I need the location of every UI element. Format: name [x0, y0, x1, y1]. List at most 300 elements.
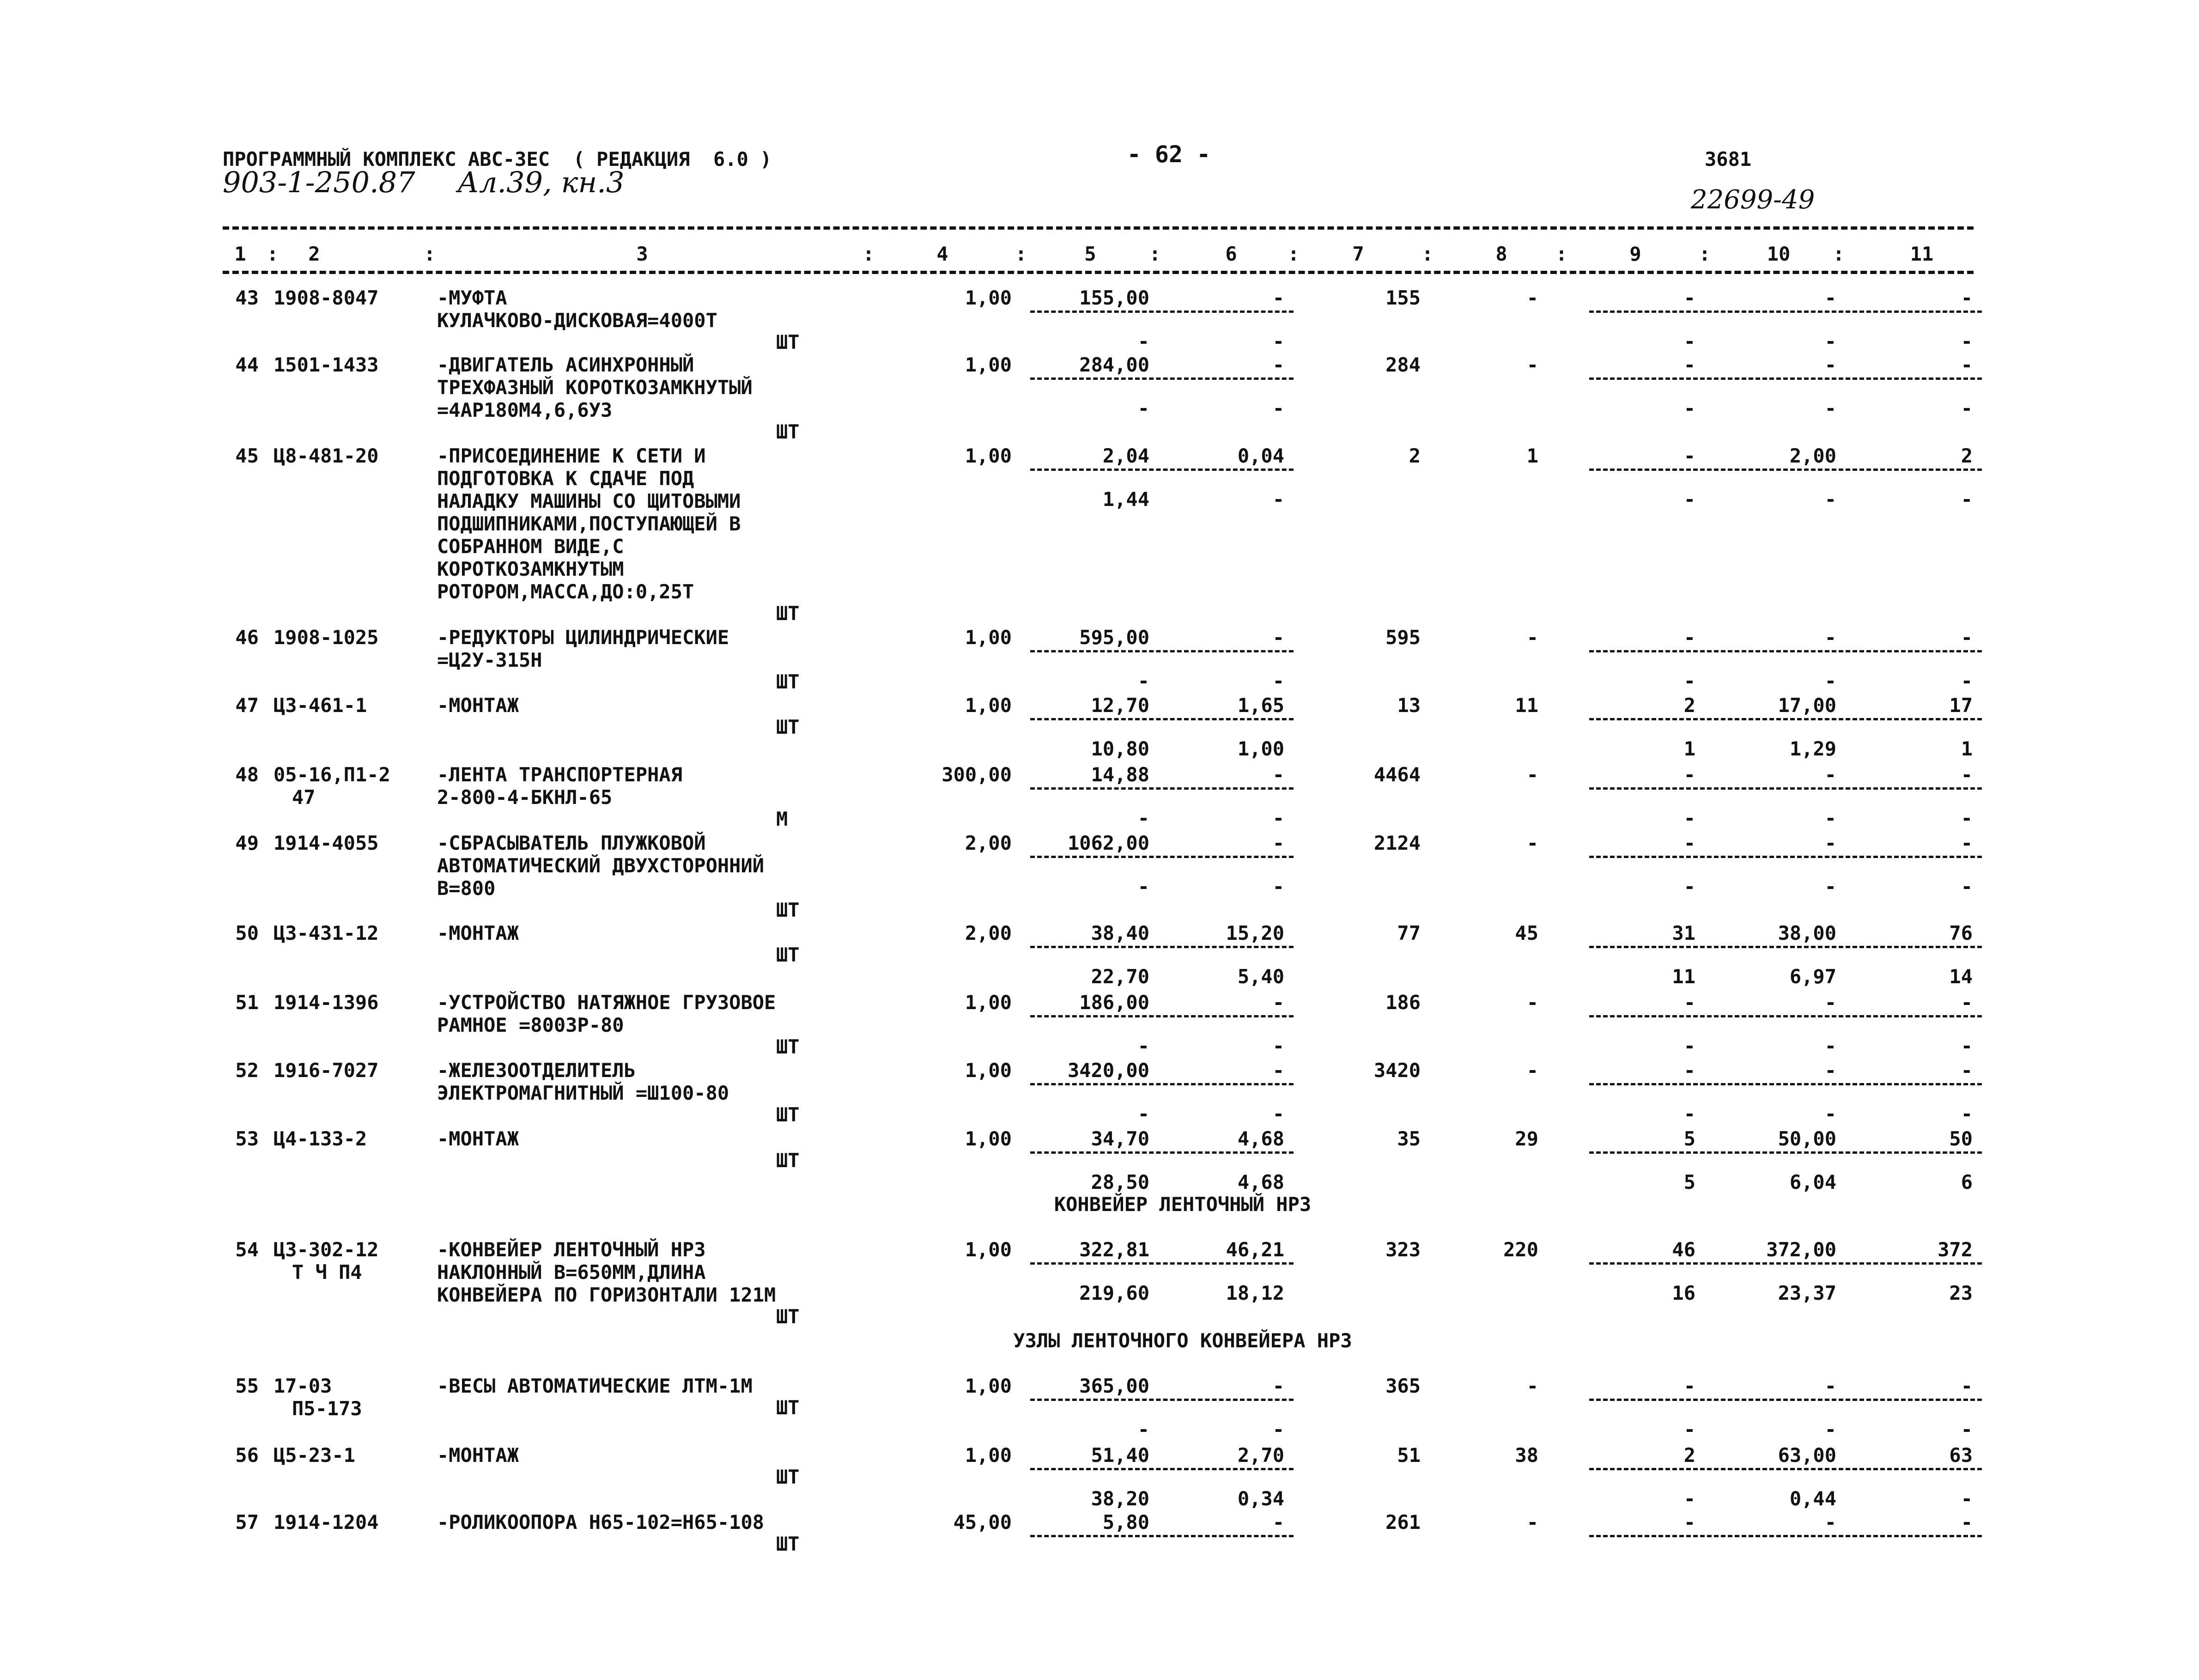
row-number: 52	[235, 1059, 259, 1082]
rate-code: 05-16,П1-2	[273, 763, 390, 786]
column-separator: :	[1149, 243, 1161, 265]
item-description: -КОНВЕЙЕР ЛЕНТОЧНЫЙ НР3	[437, 1238, 706, 1261]
value-c6: -	[1272, 286, 1284, 309]
value-c11: 63	[1949, 1444, 1973, 1467]
value-c11: 2	[1961, 444, 1973, 467]
subtotal-rule	[1030, 310, 1294, 313]
rate-code: 1501-1433	[273, 353, 379, 376]
value-c5: 34,70	[1091, 1127, 1149, 1150]
subtotal-rule	[1589, 856, 1982, 858]
value-c7: 13	[1397, 694, 1421, 717]
value-c10: -	[1824, 832, 1836, 854]
subvalue-c9: 16	[1672, 1282, 1695, 1304]
subtotal-rule	[1030, 787, 1294, 790]
section-title-conveyor: КОНВЕЙЕР ЛЕНТОЧНЫЙ НР3	[1054, 1193, 1312, 1216]
item-description: ПОДШИПНИКАМИ,ПОСТУПАЮЩЕЙ В	[437, 512, 741, 535]
value-c10: -	[1824, 286, 1836, 309]
value-c7: 2124	[1373, 832, 1421, 854]
value-c8: 45	[1515, 922, 1538, 944]
value-c11: -	[1961, 991, 1973, 1014]
subtotal-rule	[1030, 1015, 1294, 1017]
subvalue-c11: -	[1961, 875, 1973, 898]
value-c8: -	[1526, 832, 1538, 854]
rate-code-extra: П5-173	[292, 1397, 362, 1420]
value-c6: -	[1272, 1511, 1284, 1534]
subvalue-c9: -	[1683, 1487, 1695, 1510]
subvalue-c5: -	[1137, 670, 1149, 692]
rate-code: 17-03	[273, 1375, 332, 1397]
row-number: 55	[235, 1375, 259, 1397]
value-c5: 595,00	[1079, 626, 1149, 649]
value-c10: -	[1824, 1059, 1836, 1082]
row-number: 49	[235, 832, 259, 854]
value-c5: 12,70	[1091, 694, 1149, 717]
rate-code: 1908-8047	[273, 286, 379, 309]
subtotal-rule	[1030, 650, 1294, 652]
value-c5: 3420,00	[1067, 1059, 1149, 1082]
handwritten-inventory-number: 22699-49	[1691, 185, 1815, 215]
row-number: 44	[235, 353, 259, 376]
column-header: 2	[308, 243, 320, 265]
subvalue-c11: 6	[1961, 1171, 1973, 1193]
value-c6: -	[1272, 353, 1284, 376]
unit-label: ШТ	[776, 1035, 800, 1058]
section-title-conveyor-units: УЗЛЫ ЛЕНТОЧНОГО КОНВЕЙЕРА НР3	[1013, 1329, 1352, 1352]
value-c8: -	[1526, 286, 1538, 309]
value-c5: 5,80	[1102, 1511, 1149, 1534]
subvalue-c11: -	[1961, 1035, 1973, 1057]
quantity: 2,00	[965, 832, 1012, 854]
column-separator: :	[267, 243, 279, 265]
value-c5: 155,00	[1079, 286, 1149, 309]
subvalue-c11: 23	[1949, 1282, 1973, 1304]
item-description: НАКЛОННЫЙ В=650ММ,ДЛИНА	[437, 1261, 706, 1284]
unit-label: ШТ	[776, 602, 800, 625]
page-number: - 62 -	[1127, 141, 1211, 168]
value-c11: 17	[1949, 694, 1973, 717]
value-c9: -	[1683, 1511, 1695, 1534]
subvalue-c11: -	[1961, 397, 1973, 420]
column-separator: :	[1833, 243, 1845, 265]
value-c11: 50	[1949, 1127, 1973, 1150]
value-c10: 38,00	[1778, 922, 1836, 944]
value-c6: -	[1272, 763, 1284, 786]
value-c11: 76	[1949, 922, 1973, 944]
unit-label: ШТ	[776, 1149, 800, 1172]
subtotal-rule	[1589, 1015, 1982, 1017]
column-header: 8	[1495, 243, 1507, 265]
subvalue-c6: -	[1272, 397, 1284, 420]
rate-code: Ц3-461-1	[273, 694, 367, 717]
subtotal-rule	[1030, 1535, 1294, 1537]
document-number: 3681	[1705, 148, 1752, 170]
value-c5: 2,04	[1102, 444, 1149, 467]
subvalue-c5: 38,20	[1091, 1487, 1149, 1510]
quantity: 1,00	[965, 1059, 1012, 1082]
value-c9: 46	[1672, 1238, 1695, 1261]
value-c6: 4,68	[1237, 1127, 1284, 1150]
unit-label: ШТ	[776, 1533, 800, 1555]
value-c5: 365,00	[1079, 1375, 1149, 1397]
value-c6: 2,70	[1237, 1444, 1284, 1467]
quantity: 1,00	[965, 1375, 1012, 1397]
subvalue-c6: 1,00	[1237, 737, 1284, 760]
subvalue-c10: -	[1824, 488, 1836, 511]
subvalue-c5: 28,50	[1091, 1171, 1149, 1193]
value-c10: -	[1824, 763, 1836, 786]
subtotal-rule	[1589, 946, 1982, 948]
row-number: 43	[235, 286, 259, 309]
value-c8: -	[1526, 1511, 1538, 1534]
subvalue-c5: 10,80	[1091, 737, 1149, 760]
value-c8: -	[1526, 991, 1538, 1014]
quantity: 1,00	[965, 353, 1012, 376]
subvalue-c6: -	[1272, 330, 1284, 353]
unit-label: ШТ	[776, 1466, 800, 1488]
value-c6: -	[1272, 991, 1284, 1014]
row-number: 57	[235, 1511, 259, 1534]
value-c7: 155	[1385, 286, 1421, 309]
value-c5: 14,88	[1091, 763, 1149, 786]
value-c8: 1	[1526, 444, 1538, 467]
row-number: 54	[235, 1238, 259, 1261]
subvalue-c10: 0,44	[1789, 1487, 1836, 1510]
subvalue-c6: -	[1272, 875, 1284, 898]
value-c9: -	[1683, 286, 1695, 309]
item-description: =Ц2У-315Н	[437, 649, 542, 671]
subvalue-c6: 5,40	[1237, 965, 1284, 988]
item-description: -ЖЕЛЕЗООТДЕЛИТЕЛЬ	[437, 1059, 636, 1082]
subtotal-rule	[1030, 718, 1294, 720]
rate-code-extra: Т Ч П4	[292, 1261, 362, 1284]
quantity: 1,00	[965, 286, 1012, 309]
value-c8: -	[1526, 763, 1538, 786]
value-c5: 38,40	[1091, 922, 1149, 944]
value-c11: -	[1961, 763, 1973, 786]
item-description: -МОНТАЖ	[437, 1444, 519, 1467]
handwritten-project-code: 903-1-250.87	[223, 165, 415, 199]
value-c10: 372,00	[1766, 1238, 1836, 1261]
item-description: -ПРИСОЕДИНЕНИЕ К СЕТИ И	[437, 444, 706, 467]
unit-label: ШТ	[776, 1396, 800, 1419]
value-c8: -	[1526, 626, 1538, 649]
unit-label: М	[776, 808, 788, 830]
subtotal-rule	[1589, 1262, 1982, 1265]
column-header: 10	[1767, 243, 1791, 265]
item-description: -МОНТАЖ	[437, 1127, 519, 1150]
unit-label: ШТ	[776, 420, 800, 443]
rate-code: Ц5-23-1	[273, 1444, 356, 1467]
value-c8: -	[1526, 1375, 1538, 1397]
unit-label: ШТ	[776, 1305, 800, 1328]
subtotal-rule	[1589, 1151, 1982, 1154]
subvalue-c5: 219,60	[1079, 1282, 1149, 1304]
subvalue-c5: -	[1137, 330, 1149, 353]
handwritten-sheet-ref: Ал.39, кн.3	[457, 165, 625, 199]
value-c5: 51,40	[1091, 1444, 1149, 1467]
value-c10: -	[1824, 991, 1836, 1014]
item-description: -РОЛИКООПОРА Н65-102=Н65-108	[437, 1511, 765, 1534]
rate-code: Ц3-431-12	[273, 922, 379, 944]
value-c9: -	[1683, 763, 1695, 786]
value-c9: -	[1683, 1059, 1695, 1082]
quantity: 1,00	[965, 1238, 1012, 1261]
value-c9: -	[1683, 626, 1695, 649]
unit-label: ШТ	[776, 670, 800, 693]
subvalue-c11: 14	[1949, 965, 1973, 988]
column-separator: :	[1015, 243, 1027, 265]
subvalue-c11: -	[1961, 1487, 1973, 1510]
unit-label: ШТ	[776, 899, 800, 921]
top-rule	[223, 226, 1974, 230]
subtotal-rule	[1589, 787, 1982, 790]
value-c11: -	[1961, 353, 1973, 376]
value-c6: -	[1272, 1059, 1284, 1082]
value-c11: -	[1961, 1511, 1973, 1534]
value-c7: 186	[1385, 991, 1421, 1014]
row-number: 48	[235, 763, 259, 786]
item-description: -ДВИГАТЕЛЬ АСИНХРОННЫЙ	[437, 353, 694, 376]
value-c7: 323	[1385, 1238, 1421, 1261]
item-description: НАЛАДКУ МАШИНЫ СО ЩИТОВЫМИ	[437, 490, 741, 512]
value-c9: -	[1683, 444, 1695, 467]
value-c7: 4464	[1373, 763, 1421, 786]
value-c6: -	[1272, 626, 1284, 649]
quantity: 1,00	[965, 1127, 1012, 1150]
item-description: В=800	[437, 877, 496, 900]
value-c9: 5	[1683, 1127, 1695, 1150]
unit-label: ШТ	[776, 943, 800, 966]
subvalue-c6: -	[1272, 1035, 1284, 1057]
subvalue-c11: -	[1961, 330, 1973, 353]
value-c11: 372	[1938, 1238, 1973, 1261]
unit-label: ШТ	[776, 1103, 800, 1126]
subtotal-rule	[1030, 1262, 1294, 1265]
subvalue-c10: 23,37	[1778, 1282, 1836, 1304]
value-c6: 46,21	[1226, 1238, 1284, 1261]
value-c8: -	[1526, 353, 1538, 376]
item-description: КОРОТКОЗАМКНУТЫМ	[437, 558, 624, 580]
item-description: -СБРАСЫВАТЕЛЬ ПЛУЖКОВОЙ	[437, 832, 706, 854]
rate-code: Ц4-133-2	[273, 1127, 367, 1150]
subtotal-rule	[1589, 310, 1982, 313]
item-description: -МУФТА	[437, 286, 507, 309]
value-c10: 63,00	[1778, 1444, 1836, 1467]
subtotal-rule	[1589, 1468, 1982, 1470]
subvalue-c6: 18,12	[1226, 1282, 1284, 1304]
item-description: -МОНТАЖ	[437, 694, 519, 717]
subvalue-c9: 1	[1683, 737, 1695, 760]
value-c9: 31	[1672, 922, 1695, 944]
subvalue-c9: -	[1683, 330, 1695, 353]
subvalue-c10: -	[1824, 875, 1836, 898]
subvalue-c10: -	[1824, 807, 1836, 829]
column-separator: :	[424, 243, 436, 265]
row-number: 50	[235, 922, 259, 944]
item-description: ТРЕХФАЗНЫЙ КОРОТКОЗАМКНУТЫЙ	[437, 376, 753, 399]
column-separator: :	[1555, 243, 1567, 265]
column-header: 5	[1084, 243, 1096, 265]
header-rule	[223, 271, 1974, 274]
column-header: 3	[636, 243, 648, 265]
subvalue-c9: -	[1683, 807, 1695, 829]
subtotal-rule	[1030, 946, 1294, 948]
subvalue-c10: 1,29	[1789, 737, 1836, 760]
subvalue-c5: 22,70	[1091, 965, 1149, 988]
subvalue-c11: -	[1961, 1102, 1973, 1125]
value-c6: 0,04	[1237, 444, 1284, 467]
subtotal-rule	[1589, 1399, 1982, 1401]
value-c7: 365	[1385, 1375, 1421, 1397]
value-c6: -	[1272, 1375, 1284, 1397]
program-header: ПРОГРАММНЫЙ КОМПЛЕКС АВС-3ЕС ( РЕДАКЦИЯ 6.0 )	[223, 148, 772, 170]
row-number: 51	[235, 991, 259, 1014]
item-description: ПОДГОТОВКА К СДАЧЕ ПОД	[437, 467, 694, 490]
value-c8: 11	[1515, 694, 1538, 717]
value-c11: -	[1961, 1059, 1973, 1082]
subvalue-c11: -	[1961, 670, 1973, 692]
column-separator: :	[1699, 243, 1711, 265]
value-c8: -	[1526, 1059, 1538, 1082]
rate-code: 1914-1204	[273, 1511, 379, 1534]
subtotal-rule	[1030, 1468, 1294, 1470]
subvalue-c5: -	[1137, 1035, 1149, 1057]
value-c7: 261	[1385, 1511, 1421, 1534]
column-header: 1	[234, 243, 246, 265]
value-c8: 29	[1515, 1127, 1538, 1150]
column-header: 4	[936, 243, 948, 265]
value-c10: 2,00	[1789, 444, 1836, 467]
column-header: 11	[1910, 243, 1934, 265]
subtotal-rule	[1589, 1083, 1982, 1085]
subvalue-c9: -	[1683, 875, 1695, 898]
value-c10: -	[1824, 626, 1836, 649]
value-c11: -	[1961, 1375, 1973, 1397]
subtotal-rule	[1030, 1399, 1294, 1401]
value-c9: -	[1683, 1375, 1695, 1397]
item-description: -УСТРОЙСТВО НАТЯЖНОЕ ГРУЗОВОЕ	[437, 991, 776, 1014]
subtotal-rule	[1030, 1083, 1294, 1085]
subvalue-c11: -	[1961, 807, 1973, 829]
row-number: 53	[235, 1127, 259, 1150]
value-c9: 2	[1683, 1444, 1695, 1467]
value-c6: 15,20	[1226, 922, 1284, 944]
item-description: -ЛЕНТА ТРАНСПОРТЕРНАЯ	[437, 763, 683, 786]
quantity: 2,00	[965, 922, 1012, 944]
subvalue-c6: 4,68	[1237, 1171, 1284, 1193]
value-c11: -	[1961, 626, 1973, 649]
item-description: РАМНОЕ =8003Р-80	[437, 1014, 624, 1036]
item-description: -МОНТАЖ	[437, 922, 519, 944]
subtotal-rule	[1589, 718, 1982, 720]
unit-label: ШТ	[776, 331, 800, 353]
subvalue-c10: -	[1824, 1035, 1836, 1057]
value-c5: 186,00	[1079, 991, 1149, 1014]
subvalue-c6: -	[1272, 1102, 1284, 1125]
subvalue-c5: -	[1137, 875, 1149, 898]
value-c9: -	[1683, 353, 1695, 376]
subvalue-c9: -	[1683, 670, 1695, 692]
row-number: 46	[235, 626, 259, 649]
subvalue-c6: 0,34	[1237, 1487, 1284, 1510]
value-c7: 595	[1385, 626, 1421, 649]
value-c11: -	[1961, 832, 1973, 854]
subtotal-rule	[1589, 650, 1982, 652]
quantity: 300,00	[942, 763, 1012, 786]
value-c6: -	[1272, 832, 1284, 854]
value-c7: 77	[1397, 922, 1421, 944]
row-number: 56	[235, 1444, 259, 1467]
column-header: 6	[1225, 243, 1237, 265]
row-number: 45	[235, 444, 259, 467]
subtotal-rule	[1589, 1535, 1982, 1537]
subtotal-rule	[1030, 1151, 1294, 1154]
value-c5: 1062,00	[1067, 832, 1149, 854]
value-c7: 35	[1397, 1127, 1421, 1150]
quantity: 1,00	[965, 444, 1012, 467]
row-number: 47	[235, 694, 259, 717]
subvalue-c10: -	[1824, 397, 1836, 420]
subvalue-c11: 1	[1961, 737, 1973, 760]
value-c8: 38	[1515, 1444, 1538, 1467]
value-c10: 50,00	[1778, 1127, 1836, 1150]
subvalue-c6: -	[1272, 488, 1284, 511]
unit-label: ШТ	[776, 716, 800, 738]
rate-code: 1914-1396	[273, 991, 379, 1014]
subtotal-rule	[1030, 856, 1294, 858]
subvalue-c9: -	[1683, 1418, 1695, 1441]
value-c10: -	[1824, 1511, 1836, 1534]
column-header: 7	[1352, 243, 1364, 265]
value-c7: 51	[1397, 1444, 1421, 1467]
rate-code: Ц8-481-20	[273, 444, 379, 467]
item-description: СОБРАННОМ ВИДЕ,С	[437, 535, 624, 558]
value-c10: 17,00	[1778, 694, 1836, 717]
value-c11: -	[1961, 286, 1973, 309]
item-description: -РЕДУКТОРЫ ЦИЛИНДРИЧЕСКИЕ	[437, 626, 729, 649]
quantity: 1,00	[965, 991, 1012, 1014]
subvalue-c9: 11	[1672, 965, 1695, 988]
subtotal-rule	[1030, 469, 1294, 471]
item-description: ЭЛЕКТРОМАГНИТНЫЙ =Ш100-80	[437, 1082, 729, 1104]
subvalue-c5: 1,44	[1102, 488, 1149, 511]
subtotal-rule	[1589, 377, 1982, 380]
subvalue-c11: -	[1961, 1418, 1973, 1441]
rate-code: 1916-7027	[273, 1059, 379, 1082]
value-c7: 284	[1385, 353, 1421, 376]
subvalue-c6: -	[1272, 670, 1284, 692]
value-c6: 1,65	[1237, 694, 1284, 717]
subvalue-c9: -	[1683, 1102, 1695, 1125]
value-c10: -	[1824, 353, 1836, 376]
value-c9: 2	[1683, 694, 1695, 717]
rate-code: 1914-4055	[273, 832, 379, 854]
item-description: =4АР180М4,6,6У3	[437, 399, 613, 421]
value-c5: 322,81	[1079, 1238, 1149, 1261]
subvalue-c5: -	[1137, 1418, 1149, 1441]
value-c9: -	[1683, 832, 1695, 854]
subvalue-c5: -	[1137, 397, 1149, 420]
subvalue-c5: -	[1137, 1102, 1149, 1125]
subtotal-rule	[1030, 377, 1294, 380]
subvalue-c10: -	[1824, 330, 1836, 353]
column-separator: :	[863, 243, 875, 265]
subtotal-rule	[1589, 469, 1982, 471]
quantity: 1,00	[965, 694, 1012, 717]
subvalue-c11: -	[1961, 488, 1973, 511]
item-description: РОТОРОМ,МАССА,ДО:0,25Т	[437, 580, 694, 603]
value-c8: 220	[1503, 1238, 1538, 1261]
